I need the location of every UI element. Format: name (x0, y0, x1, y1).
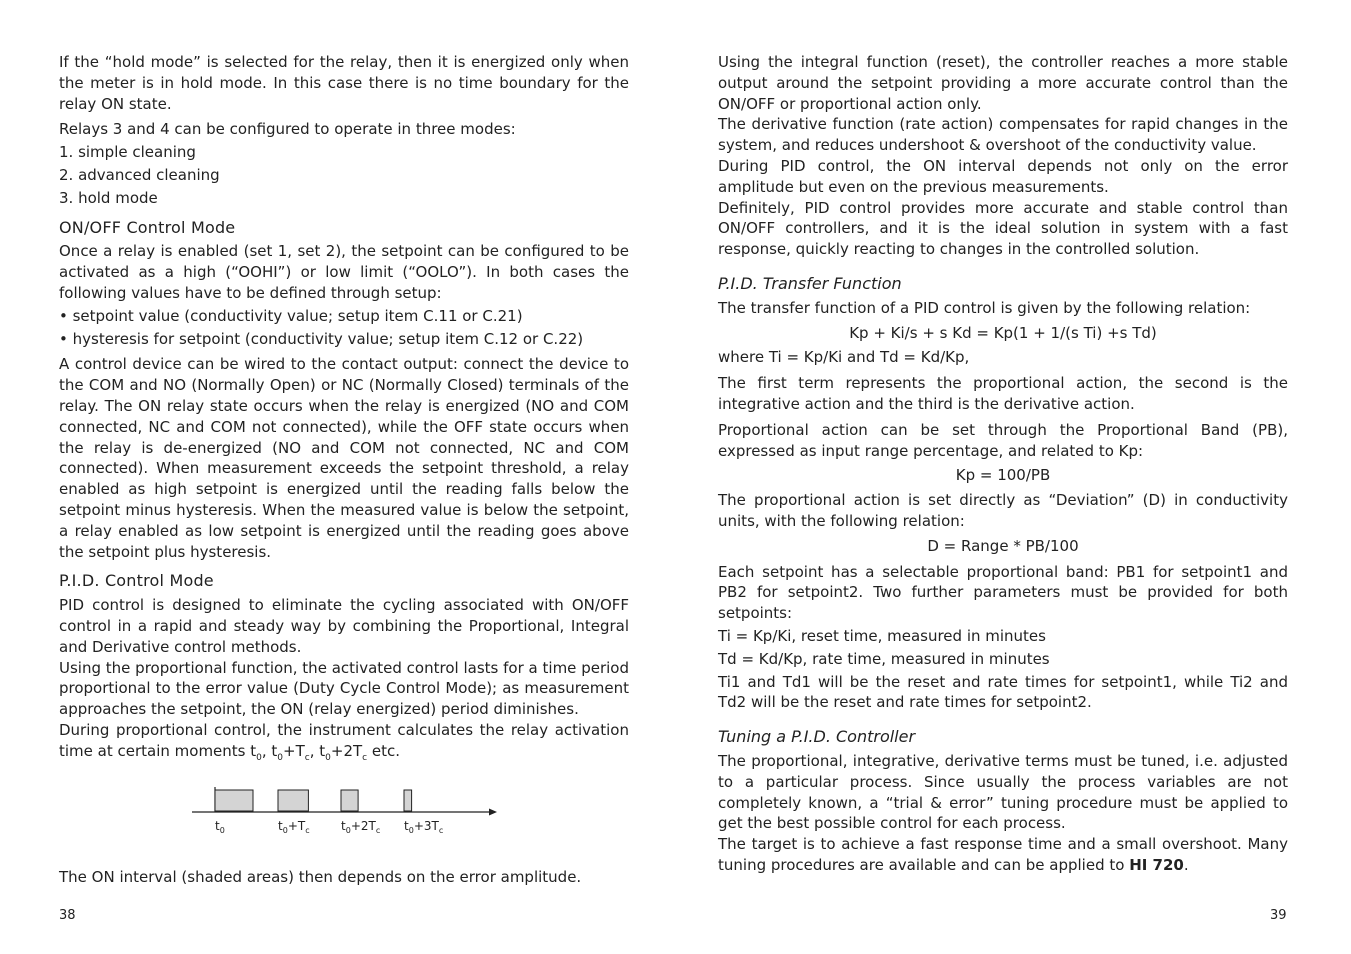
page-number-left: 38 (59, 908, 76, 923)
bullet-item: • setpoint value (conductivity value; setup item C.11 or C.21) (59, 306, 523, 325)
mode-item: 1. simple cleaning (59, 143, 196, 162)
onoff-heading: ON/OFF Control Mode (59, 217, 236, 237)
band-paragraph: Proportional action can be set through the Proportional Band (PB), expressed as input range percentage, and related to Kp: (718, 420, 1288, 460)
hold-mode-paragraph: If the “hold mode” is selected for the relay, then it is energized only when the meter is in hold mode. In this case there is no time boundary for the relay ON state. (59, 53, 629, 113)
transfer-heading: P.I.D. Transfer Function (718, 273, 902, 293)
pid-paragraph-3: During proportional control, the instrument calculates the relay activation time at certain moments $t_0$, $t_0+T_c$, $t_0+2T_c$ etc. (59, 720, 629, 763)
pid-paragraph-2: Using the proportional function, the activated control lasts for a time period proportional to the error value (Duty Cycle Control Mode); as measurement approaches the setpoint, the ON (relay energized) period diminishes. (59, 658, 629, 719)
on-interval-bar (404, 790, 412, 811)
right-page (718, 52, 1288, 876)
time-label: $t_0+3T_c$ (404, 818, 444, 835)
ti-line: Ti = Kp/Ki, reset time, measured in minutes (718, 626, 1046, 645)
duty-cycle-diagram (59, 772, 629, 847)
setpoints-paragraph: Each setpoint has a selectable proportional band: PB1 for setpoint1 and PB2 for setpoint2. Two further parameters must be provided for both setpoints: (718, 562, 1288, 623)
bullet-item: • hysteresis for setpoint (conductivity value; setup item C.12 or C.22) (59, 329, 584, 348)
ti1-paragraph: Ti1 and Td1 will be the reset and rate times for setpoint1, while Ti2 and Td2 will be the reset and rate times for setpoint2. (718, 672, 1288, 712)
on-interval-paragraph: The ON interval (shaded areas) then depends on the error amplitude. (59, 867, 582, 886)
on-interval-bar (278, 790, 308, 811)
onoff-paragraph: Once a relay is enabled (set 1, set 2), the setpoint can be configured to be activated as a high (“OOHI”) or low limit (“OOLO”). In both cases the following values have to be defined through setup: (59, 242, 629, 302)
on-interval-bar (215, 790, 253, 811)
on-interval-bar (341, 790, 358, 811)
terms-paragraph: The first term represents the proportional action, the second is the integrative action and the third is the derivative action. (718, 374, 1288, 413)
td-line: Td = Kd/Kp, rate time, measured in minutes (718, 649, 1050, 668)
definitely-paragraph: Definitely, PID control provides more accurate and stable control than ON/OFF controllers, and it is the ideal solution in system with a fast response, quickly reacting to changes in the controlled solution. (718, 198, 1288, 259)
time-label: $t_0+T_c$ (278, 818, 310, 835)
page-number-right: 39 (1270, 908, 1287, 923)
left-page (59, 52, 629, 887)
integral-paragraph: Using the integral function (reset), the controller reaches a more stable output around the setpoint providing a more accurate control than the ON/OFF or proportional action only. (718, 53, 1288, 113)
mode-item: 3. hold mode (59, 188, 158, 207)
target-paragraph: The target is to achieve a fast response time and a small overshoot. Many tuning procedures are available and can be applied to HI 720. (718, 835, 1288, 874)
axis-arrow-icon (489, 808, 497, 815)
pid-paragraph-1: PID control is designed to eliminate the cycling associated with ON/OFF control in a rapid and steady way by combining the Proportional, Integral and Derivative control methods. (59, 596, 629, 656)
tuning-heading: Tuning a P.I.D. Controller (718, 727, 916, 747)
device-paragraph: A control device can be wired to the contact output: connect the device to the COM and NO (Normally Open) or NC (Normally Closed) terminals of the relay. The ON relay state occurs when the relay is energized (NO and COM connected, NC and COM not connected), while the OFF state occurs when the relay is de-energized (NO and COM not connected, NC and COM connected). When measurement exceeds the setpoint threshold, a relay enabled as high setpoint is energized until the reading falls below the setpoint minus hysteresis. When the measured value is below the setpoint, a relay enabled as low setpoint is energized until the reading goes above the setpoint plus hysteresis. (59, 355, 629, 561)
transfer-equation: Kp + Ki/s + s Kd = Kp(1 + 1/(s Ti) +s Td) (849, 323, 1157, 342)
deviation-paragraph: The proportional action is set directly as “Deviation” (D) in conductivity units, with the following relation: (718, 491, 1288, 530)
pid-heading: P.I.D. Control Mode (59, 571, 214, 591)
time-label: $t_0+2T_c$ (341, 818, 381, 835)
where-paragraph: where Ti = Kp/Ki and Td = Kd/Kp, (718, 348, 970, 367)
transfer-paragraph: The transfer function of a PID control is given by the following relation: (718, 298, 1251, 317)
derivative-paragraph: The derivative function (rate action) compensates for rapid changes in the system, and reduces undershoot & overshoot of the conductivity value. (718, 115, 1288, 155)
during-paragraph: During PID control, the ON interval depends not only on the error amplitude but even on the previous measurements. (718, 156, 1288, 196)
kp-equation: Kp = 100/PB (955, 466, 1051, 485)
time-label: $t_0$ (215, 818, 225, 835)
mode-item: 2. advanced cleaning (59, 165, 220, 184)
relays-paragraph: Relays 3 and 4 can be configured to operate in three modes: (59, 120, 516, 139)
deviation-equation: D = Range * PB/100 (927, 536, 1079, 555)
tuning-paragraph: The proportional, integrative, derivative terms must be tuned, i.e. adjusted to a particular process. Since usually the process variables are not completely known, a “trial & error” tuning procedure must be applied to get the best possible control for each process. (718, 751, 1288, 833)
product-name: HI 720 (1129, 855, 1184, 874)
